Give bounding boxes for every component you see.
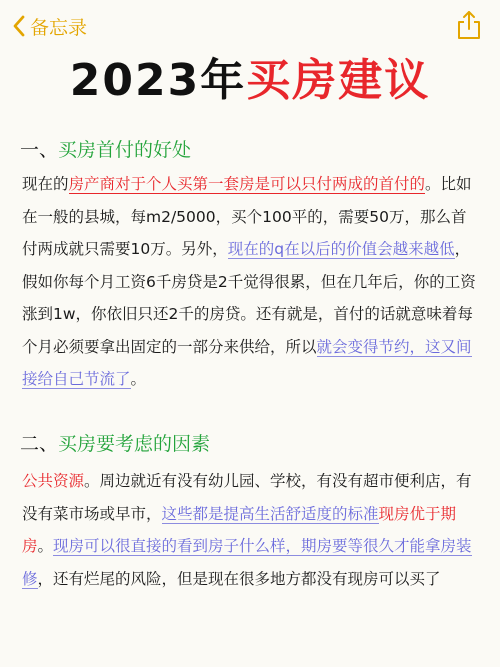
- p2-underline-1: 这些都是提高生活舒适度的标准: [161, 504, 379, 523]
- p1-b: 。比如在一般的县城，每m2/5000，买个100平的，需要50万，那么首付两成就只需要10万。另外，: [22, 175, 472, 258]
- section-1-heading: 买房首付的好处: [58, 139, 192, 161]
- back-label: 备忘录: [30, 16, 88, 39]
- chevron-left-icon: [12, 15, 26, 37]
- p2-a: 。周边就近有没有幼儿园、学校，有没有超市便利店，有没有菜市场或早市，: [22, 472, 472, 523]
- p2-red-label-2: 现房优于期房: [22, 504, 457, 555]
- section-1-prefix: 一、: [20, 139, 59, 161]
- section-heading-1: [20, 137, 191, 163]
- share-icon[interactable]: [456, 10, 482, 40]
- section-2-paragraph: [22, 465, 480, 595]
- p1-d: 。: [130, 370, 147, 388]
- back-button[interactable]: [12, 12, 87, 40]
- p1-c: ，假如你每个月工资6千房贷是2千觉得很累，但在几年后，你的工资涨到1w，你依旧只还2千的房贷。还有就是，首付的话就意味着每个月必须要拿出固定的一部分来供给，所以: [22, 240, 476, 356]
- p1-red-highlight: 房产商对于个人买第一套房是可以只付两成的首付的: [68, 175, 426, 193]
- p1-a: 现在的: [22, 175, 69, 193]
- p2-c: ，还有烂尾的风险，但是现在很多地方都没有现房可以买了: [37, 569, 441, 588]
- p2-underline-2: 现房可以很直接的看到房子什么样，期房要等很久才能拿房装修: [22, 537, 472, 588]
- section-2-heading: 买房要考虑的因素: [58, 433, 211, 455]
- p2-red-label: 公共资源: [22, 472, 85, 490]
- title-main: 买房建议: [246, 55, 431, 106]
- section-1-paragraph: [22, 168, 480, 396]
- p1-underline-2: 就会变得节约，这又间接给自己节流了: [22, 337, 472, 388]
- p1-underline-1: 现在的q在以后的价值会越来越低: [227, 240, 455, 258]
- title-year: 2023年: [69, 55, 247, 106]
- page-title: [0, 55, 500, 107]
- p2-b: 。: [37, 537, 54, 555]
- top-bar: [0, 0, 500, 52]
- section-2-prefix: 二、: [20, 433, 59, 455]
- section-heading-2: [20, 431, 210, 457]
